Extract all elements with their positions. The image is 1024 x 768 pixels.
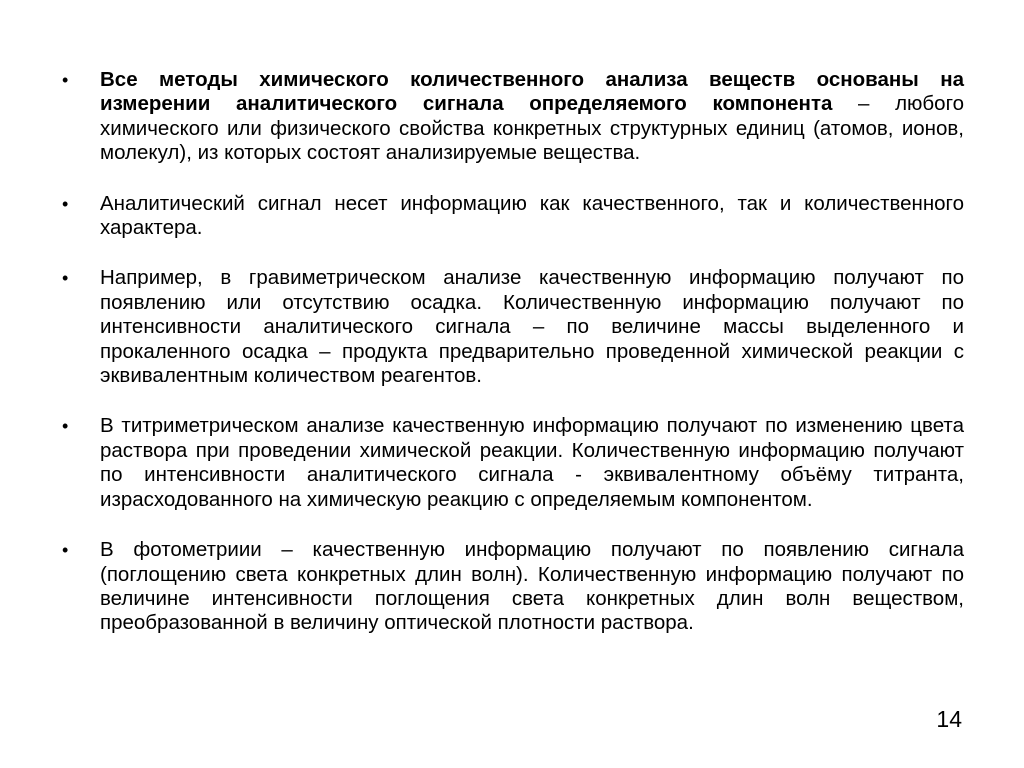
bullet-1-bold-text: Все методы химического количественного анализа веществ основаны на измерении аналитического сигнала определяемого компонента	[100, 68, 964, 116]
bullet-2-text: Аналитический сигнал несет информацию как качественного, так и количественного характера.	[100, 191, 964, 240]
bullet-item-4	[62, 414, 964, 512]
bullet-1-text: – любого химического или физического свойства конкретных структурных единиц (атомов, ионов, молекул), из которых состоят анализируемые вещества.	[100, 92, 965, 165]
bullet-item-3	[62, 266, 964, 388]
bullet-5-text: В фотометриии – качественную информацию получают по появлению сигнала (поглощению света конкретных длин волн). Количественную информацию получают по величине интенсивности поглощения света конкретных длин волн веществом, преобразованной в величину оптической плотности раствора.	[100, 538, 964, 635]
page-number: 14	[936, 706, 962, 732]
bullet-icon: •	[62, 268, 69, 289]
bullet-list	[62, 68, 964, 636]
bullet-icon: •	[62, 416, 69, 437]
bullet-4-text: В титриметрическом анализе качественную информацию получают по изменению цвета раствора при проведении химической реакции. Количественную информацию получают по интенсивности аналитического сигнала - эквивалентному объёму титранта, израсходованного на химическую реакцию с определяемым компонентом.	[100, 414, 964, 511]
bullet-icon: •	[62, 70, 69, 90]
bullet-icon: •	[62, 540, 69, 561]
bullet-icon: •	[62, 193, 69, 214]
bullet-item-1	[62, 68, 964, 166]
bullet-item-5	[62, 538, 964, 636]
bullet-3-text: Например, в гравиметрическом анализе качественную информацию получают по появлению или отсутствию осадка. Количественную информацию получают по интенсивности аналитического сигнала – по величине массы выделенного и прокаленного осадка – продукта предварительно проведенной химической реакции с эквивалентным количеством реагентов.	[100, 266, 964, 388]
bullet-item-2	[62, 192, 964, 241]
